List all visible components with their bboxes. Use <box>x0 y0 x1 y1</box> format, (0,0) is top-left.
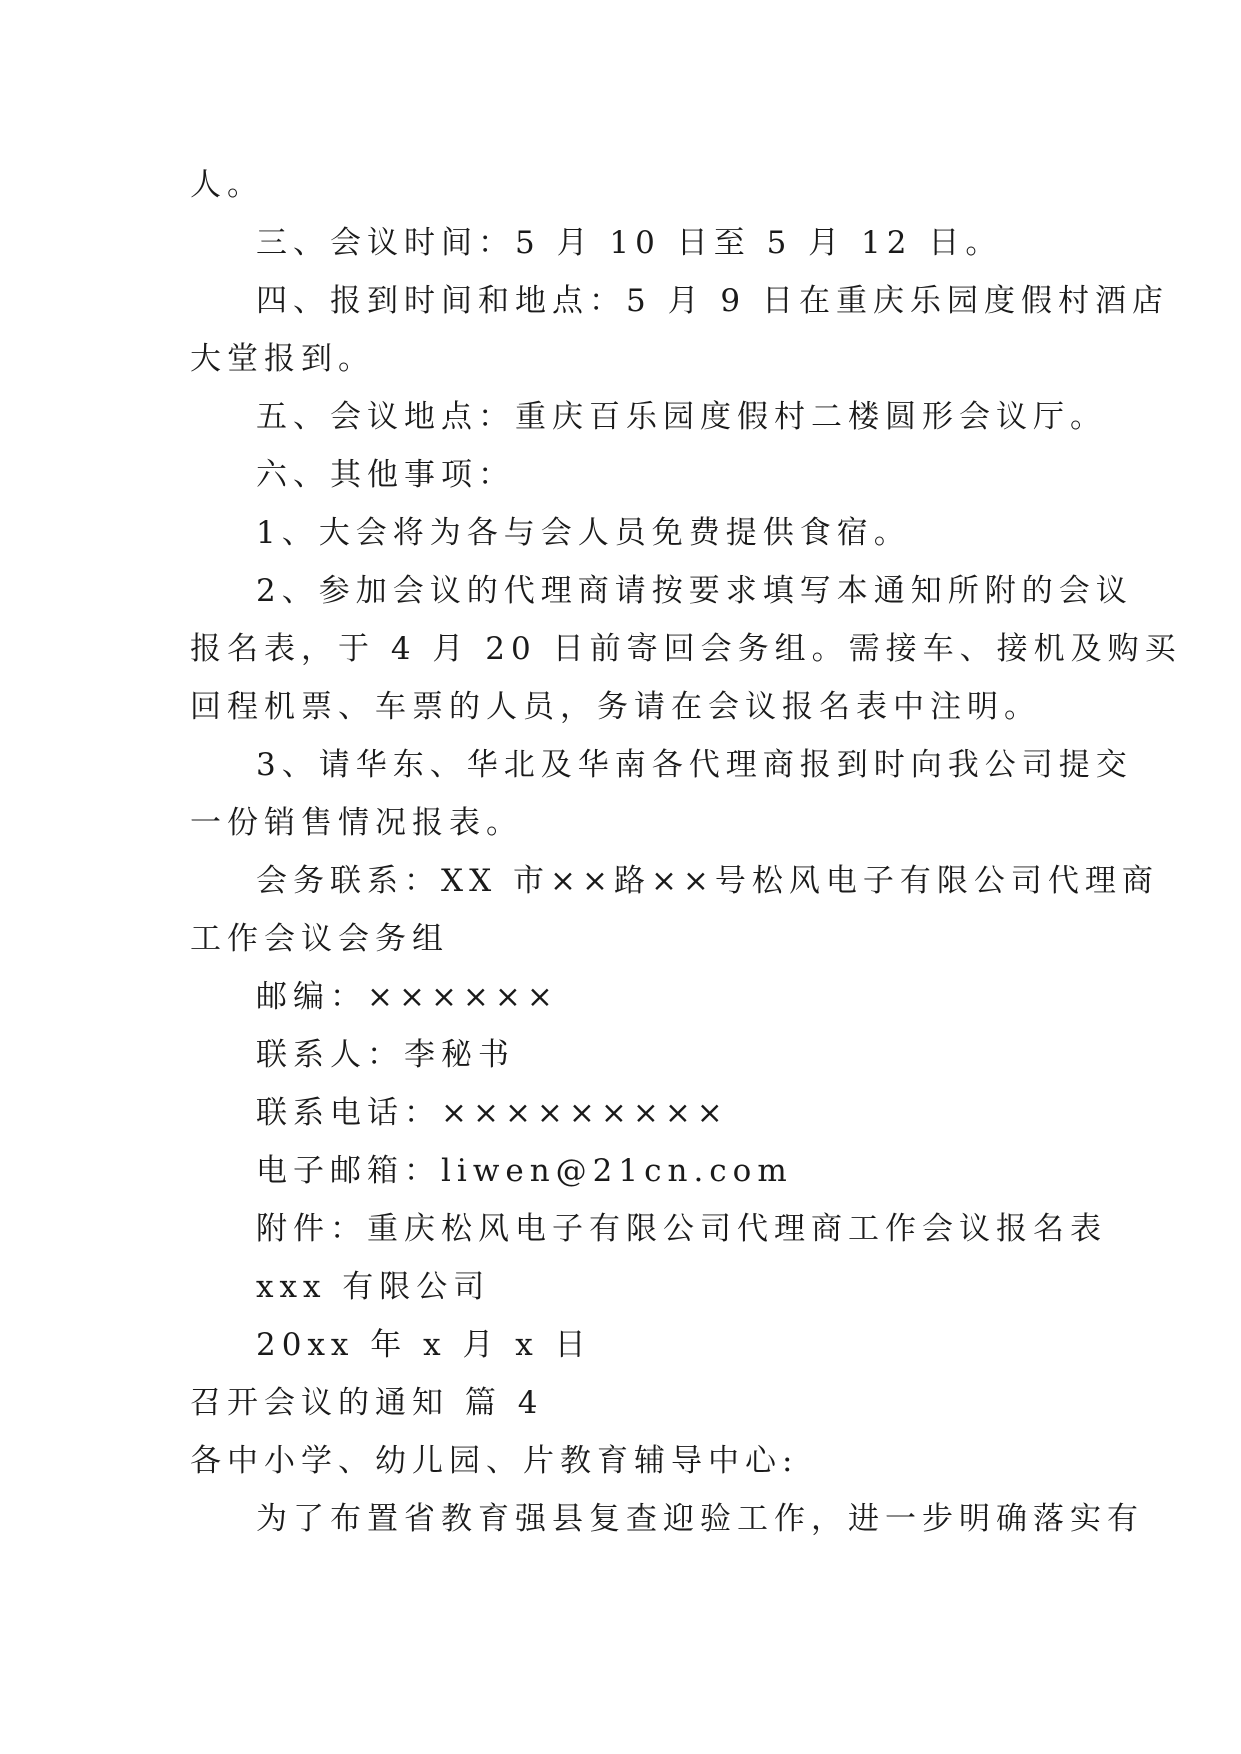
text-line: 回程机票、车票的人员，务请在会议报名表中注明。 <box>190 689 1041 725</box>
email-line: 电子邮箱：liwen@21cn.com <box>256 1153 793 1189</box>
text-line: 人。 <box>190 167 264 203</box>
postcode-line: 邮编：×××××× <box>256 979 559 1015</box>
contact-address-line: 会务联系：XX 市××路××号松风电子有限公司代理商 <box>256 863 1159 899</box>
meeting-time-line: 三、会议时间：5 月 10 日至 5 月 12 日。 <box>256 225 1003 261</box>
contact-person-line: 联系人：李秘书 <box>256 1037 515 1073</box>
registration-line: 四、报到时间和地点：5 月 9 日在重庆乐园度假村酒店 <box>256 283 1170 319</box>
company-signature: xxx 有限公司 <box>256 1269 491 1305</box>
text-line: 工作会议会务组 <box>190 921 449 957</box>
item-3-line: 3、请华东、华北及华南各代理商报到时向我公司提交 <box>256 747 1133 783</box>
text-line: 报名表，于 4 月 20 日前寄回会务组。需接车、接机及购买 <box>190 631 1182 667</box>
text-line: 大堂报到。 <box>190 341 375 377</box>
section-title: 召开会议的通知 篇 4 <box>190 1385 544 1421</box>
meeting-place-line: 五、会议地点：重庆百乐园度假村二楼圆形会议厅。 <box>256 399 1107 435</box>
other-items-heading: 六、其他事项： <box>256 457 515 493</box>
attachment-line: 附件：重庆松风电子有限公司代理商工作会议报名表 <box>256 1211 1107 1247</box>
text-line: 一份销售情况报表。 <box>190 805 523 841</box>
item-2-line: 2、参加会议的代理商请按要求填写本通知所附的会议 <box>256 573 1133 609</box>
contact-phone-line: 联系电话：××××××××× <box>256 1095 729 1131</box>
salutation-line: 各中小学、幼儿园、片教育辅导中心: <box>190 1443 799 1479</box>
date-line: 20xx 年 x 月 x 日 <box>256 1327 592 1363</box>
body-text-line: 为了布置省教育强县复查迎验工作，进一步明确落实有 <box>256 1501 1144 1537</box>
item-1-line: 1、大会将为各与会人员免费提供食宿。 <box>256 515 911 551</box>
